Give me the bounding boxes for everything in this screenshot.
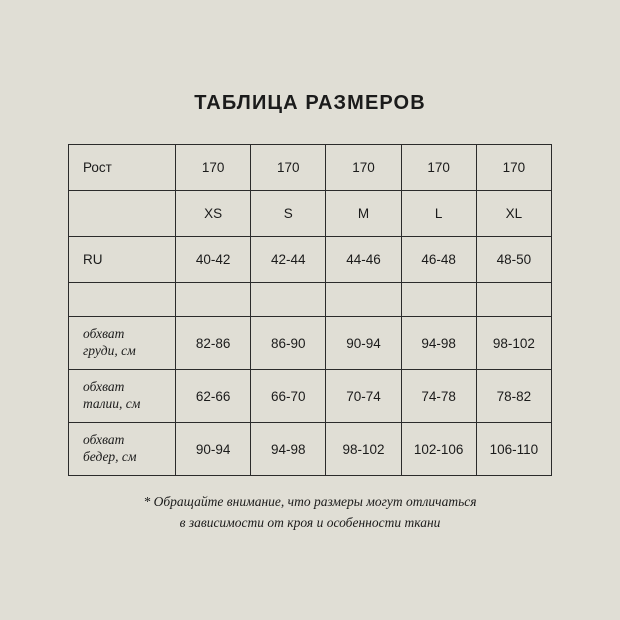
cell-height-l: 170	[401, 145, 476, 191]
table-row-ru-size	[69, 237, 552, 283]
cell-hips-xl: 106-110	[476, 423, 551, 476]
footnote-line-1: * Обращайте внимание, что размеры могут отличаться	[143, 494, 477, 509]
row-label-hips-line2: бедер, см	[83, 449, 137, 464]
table-row-chest	[69, 317, 552, 370]
cell-ru-xs: 40-42	[176, 237, 251, 283]
table-row-hips	[69, 423, 552, 476]
footnote	[0, 492, 620, 534]
row-label-height: Рост	[69, 145, 176, 191]
table-row-letter-size	[69, 191, 552, 237]
spacer-cell-label	[69, 283, 176, 317]
size-table-container	[68, 144, 552, 476]
cell-chest-l: 94-98	[401, 317, 476, 370]
table-row-waist	[69, 370, 552, 423]
table-row-spacer	[69, 283, 552, 317]
footnote-line-2: в зависимости от кроя и особенности ткани	[179, 514, 441, 530]
cell-ru-xl: 48-50	[476, 237, 551, 283]
cell-height-s: 170	[251, 145, 326, 191]
cell-ru-m: 44-46	[326, 237, 401, 283]
cell-letter-xs: XS	[176, 191, 251, 237]
spacer-cell-5	[476, 283, 551, 317]
row-label-chest-line2: груди, см	[83, 343, 136, 358]
row-label-chest	[69, 317, 176, 370]
row-label-chest-line1: обхват	[83, 326, 125, 342]
row-label-waist	[69, 370, 176, 423]
cell-waist-l: 74-78	[401, 370, 476, 423]
row-label-hips	[69, 423, 176, 476]
cell-waist-s: 66-70	[251, 370, 326, 423]
cell-waist-xl: 78-82	[476, 370, 551, 423]
cell-waist-m: 70-74	[326, 370, 401, 423]
row-label-waist-line2: талии, см	[83, 396, 141, 411]
cell-chest-s: 86-90	[251, 317, 326, 370]
cell-hips-s: 94-98	[251, 423, 326, 476]
cell-letter-m: M	[326, 191, 401, 237]
cell-letter-xl: XL	[476, 191, 551, 237]
cell-height-m: 170	[326, 145, 401, 191]
cell-letter-s: S	[251, 191, 326, 237]
cell-height-xs: 170	[176, 145, 251, 191]
cell-height-xl: 170	[476, 145, 551, 191]
row-label-letter-size	[69, 191, 176, 237]
cell-chest-m: 90-94	[326, 317, 401, 370]
spacer-cell-2	[251, 283, 326, 317]
spacer-cell-1	[176, 283, 251, 317]
cell-ru-l: 46-48	[401, 237, 476, 283]
size-table	[68, 144, 552, 476]
row-label-hips-line1: обхват	[83, 432, 125, 448]
spacer-cell-3	[326, 283, 401, 317]
row-label-ru: RU	[69, 237, 176, 283]
cell-ru-s: 42-44	[251, 237, 326, 283]
cell-chest-xs: 82-86	[176, 317, 251, 370]
cell-chest-xl: 98-102	[476, 317, 551, 370]
page-title: ТАБЛИЦА РАЗМЕРОВ	[194, 92, 426, 114]
cell-letter-l: L	[401, 191, 476, 237]
cell-waist-xs: 62-66	[176, 370, 251, 423]
cell-hips-m: 98-102	[326, 423, 401, 476]
spacer-cell-4	[401, 283, 476, 317]
cell-hips-l: 102-106	[401, 423, 476, 476]
table-row-height	[69, 145, 552, 191]
cell-hips-xs: 90-94	[176, 423, 251, 476]
row-label-waist-line1: обхват	[83, 379, 125, 395]
